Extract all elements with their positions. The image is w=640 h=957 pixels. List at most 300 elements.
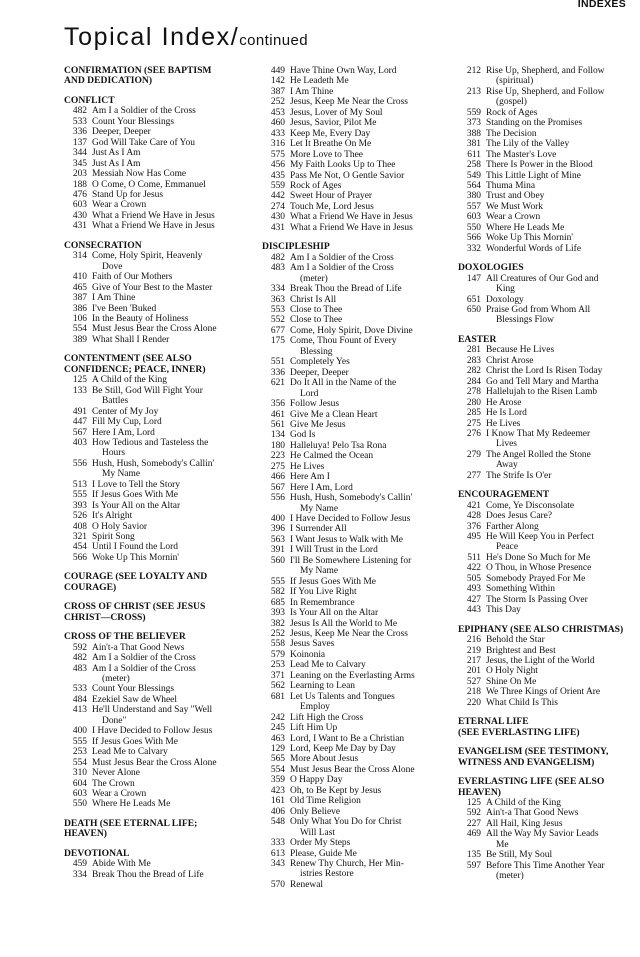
index-entry [458,532,638,542]
hymn-title: Faith of Our Mothers [92,272,173,283]
hymn-number: 592 [72,642,87,653]
hymn-number: 567 [270,482,285,493]
index-entry [458,108,638,118]
hymn-number: 431 [270,222,285,233]
hymn-number: 336 [270,367,285,378]
index-entry [458,181,638,191]
hymn-title: All Creatures of Our God and [486,273,599,284]
hymn-number: 482 [72,653,87,664]
hymn-number: 242 [270,712,285,723]
index-entry [262,483,458,493]
hymn-number [458,284,486,294]
index-entry [458,129,638,139]
index-entry [262,378,458,388]
hymn-number [458,76,486,86]
hymn-number: 201 [466,666,481,677]
hymn-number: 549 [466,170,481,181]
hymn-number: 321 [72,532,87,543]
hymn-title: Do It All in the Name of the [290,378,397,389]
index-entry [458,698,638,708]
hymn-number: 430 [72,210,87,221]
hymn-title: If Jesus Goes With Me [92,490,178,501]
hymn-title: Old Time Religion [290,796,361,807]
index-entry [458,677,638,687]
hymn-title: Be Still, God Will Fight Your [92,385,203,396]
index-entry [262,472,458,482]
hymn-title: Christ Is All [290,294,337,305]
section-heading-line: ENCOURAGEMENT [458,489,550,501]
index-entry [262,212,458,222]
hymn-number: 552 [270,315,285,326]
section-heading-line: HEAVEN) [64,828,108,840]
hymn-number: 334 [270,284,285,295]
hymn-number: 459 [72,859,87,870]
index-entry [64,159,260,169]
index-entry [64,117,260,127]
hymn-number: 460 [270,118,285,129]
hymn-title: Something Within [486,584,555,595]
entry-continuation [64,716,260,726]
hymn-title: Leaning on the Everlasting Arms [290,670,415,681]
hymn-title: Jesus, Savior, Pilot Me [290,118,377,129]
hymn-number: 216 [466,635,481,646]
hymn-number: 555 [72,490,87,501]
index-entry [262,577,458,587]
section-heading [64,96,260,106]
index-entry [262,150,458,160]
hymn-title: We Three Kings of Orient Are [486,687,601,698]
hymn-title: I Am Thine [290,86,334,97]
index-entry [64,272,260,282]
index-entry [262,650,458,660]
index-entry [458,471,638,481]
hymn-title: The Decision [486,128,537,139]
hymn-title: I Love to Tell the Story [92,479,181,490]
hymn-title: I Will Trust in the Lord [290,545,378,556]
hymn-number: 466 [270,472,285,483]
hymn-title: Never Alone [92,768,140,779]
section-heading [64,849,260,859]
hymn-title: I've Been 'Buked [92,303,157,314]
index-section [64,354,260,563]
hymn-title: Where He Leads Me [486,222,565,233]
hymn-title: A Child of the King [92,375,167,386]
hymn-number [262,869,290,879]
hymn-title: If Jesus Goes With Me [290,576,376,587]
index-section [64,602,260,623]
index-entry [262,535,458,545]
hymn-title: My Name [300,566,339,577]
index-section [64,241,260,346]
hymn-title: There Is Power in the Blood [486,160,593,171]
hymn-title: Order My Steps [290,838,351,849]
section-heading-line: WITNESS AND EVANGELISM) [458,756,595,768]
hymn-number: 252 [270,629,285,640]
hymn-number: 511 [467,552,481,563]
section-heading-line: DEATH (SEE ETERNAL LIFE; [64,817,198,829]
hymn-number: 134 [270,430,285,441]
hymn-number: 442 [270,191,285,202]
index-entry [262,692,458,702]
hymn-title: If You Live Right [290,587,357,598]
index-entry [262,462,458,472]
hymn-number: 533 [72,116,87,127]
hymn-title: Go and Tell Mary and Martha [486,376,599,387]
hymn-title: What a Friend We Have in Jesus [92,221,215,232]
hymn-title: (gospel) [496,97,527,108]
hymn-number: 125 [466,798,481,808]
hymn-number: 566 [72,552,87,563]
hymn-title: Where He Leads Me [92,799,171,810]
hymn-number: 428 [466,511,481,522]
index-entry [64,542,260,552]
index-entry [262,253,458,263]
hymn-number: 681 [270,691,285,702]
entry-continuation [262,274,458,284]
index-column-2 [262,66,458,890]
index-entry [64,653,260,663]
index-entry [262,263,458,273]
hymn-number: 413 [72,705,87,716]
section-heading [64,572,260,593]
hymn-number: 461 [270,409,285,420]
hymn-title: Am I a Soldier of the Cross [92,106,196,117]
hymn-title: Rock of Ages [486,107,538,118]
hymn-number: 279 [466,449,481,460]
hymn-title: Rock of Ages [290,180,342,191]
hymn-number: 219 [466,645,481,656]
hymn-number: 533 [72,684,87,695]
hymn-number: 430 [270,212,285,223]
index-entry [262,66,458,76]
hymn-title: Woke Up This Mornin' [486,233,574,244]
hymn-title: Let It Breathe On Me [290,139,372,150]
hymn-title: Follow Jesus [290,399,340,410]
hymn-number: 188 [72,179,87,190]
index-entry [262,191,458,201]
hymn-number: 387 [72,293,87,304]
section-heading-line: EVANGELISM (SEE TESTIMONY, [458,746,609,758]
hymn-title: Am I a Soldier of the Cross [290,252,394,263]
index-section [64,849,260,880]
index-entry [262,181,458,191]
index-entry [458,635,638,645]
entry-continuation [262,828,458,838]
index-entry [458,419,638,429]
hymn-number: 582 [270,587,285,598]
hymn-number: 555 [270,576,285,587]
hymn-title: Must Jesus Bear the Cross Alone [92,757,217,768]
hymn-title: Done" [102,715,127,726]
index-entry [262,118,458,128]
hymn-number [64,674,92,684]
hymn-title: I Surrender All [290,524,347,535]
hymn-number [262,828,290,838]
hymn-title: Does Jesus Care? [486,511,553,522]
index-section [262,66,458,233]
hymn-title: The Lily of the Valley [486,139,570,150]
hymn-title: Here I Am, Lord [290,482,353,493]
hymn-number: 252 [270,97,285,108]
index-entry [64,501,260,511]
entry-continuation [64,396,260,406]
section-heading-line: ETERNAL LIFE [458,716,529,728]
hymn-title: I Have Decided to Follow Jesus [92,726,213,737]
entry-continuation [262,347,458,357]
hymn-number: 566 [466,233,481,244]
hymn-number: 435 [270,170,285,181]
index-entry [458,687,638,697]
hymn-title: Doxology [486,294,524,305]
hymn-title: God Will Take Care of You [92,137,195,148]
hymn-number: 371 [270,670,285,681]
section-heading [64,66,260,87]
hymn-title: In the Beauty of Holiness [92,313,189,324]
hymn-number: 447 [72,417,87,428]
hymn-title: Count Your Blessings [92,684,175,695]
index-entry [458,171,638,181]
index-entry [458,191,638,201]
hymn-title: Praise God from Whom All [486,304,591,315]
page-title [64,25,308,50]
index-entry [262,129,458,139]
hymn-title: Here Am I [290,472,330,483]
hymn-number: 133 [72,385,87,396]
index-entry [64,768,260,778]
hymn-number: 423 [270,785,285,796]
hymn-number: 482 [270,252,285,263]
section-heading [64,819,260,840]
hymn-number [458,871,486,881]
hymn-title: Koinonia [290,649,326,660]
index-entry [262,681,458,691]
section-heading-line: DOXOLOGIES [458,262,524,274]
index-section [458,747,638,768]
hymn-title: Completely Yes [290,357,350,368]
index-entry [458,139,638,149]
index-entry [64,304,260,314]
hymn-title: I'll Be Somewhere Listening for [290,555,412,566]
index-entry [262,619,458,629]
hymn-title: Have Thine Own Way, Lord [290,66,397,76]
hymn-number: 125 [72,375,87,386]
hymn-title: (meter) [300,273,328,284]
section-heading [64,602,260,623]
hymn-number: 677 [270,325,285,336]
hymn-title: This Little Light of Mine [486,170,581,181]
hymn-title: Is Your All on the Altar [290,608,379,619]
index-entry [64,211,260,221]
hymn-title: The Crown [92,778,135,789]
hymn-title: Farther Along [486,521,539,532]
hymn-number: 275 [466,418,481,429]
index-entry [458,408,638,418]
hymn-title: Touch Me, Lord Jesus [290,201,374,212]
hymn-title: He Lives [290,461,325,472]
index-entry [458,819,638,829]
hymn-number: 611 [467,149,481,160]
hymn-title: O Come, O Come, Emmanuel [92,179,206,190]
index-entry [262,817,458,827]
index-entry [262,441,458,451]
hymn-title: Hours [102,448,126,459]
hymn-number: 359 [270,775,285,786]
section-heading [64,354,260,375]
hymn-number: 495 [466,532,481,543]
hymn-number: 560 [270,555,285,566]
section-heading-line: CONSECRATION [64,239,142,251]
index-entry [64,283,260,293]
hymn-title: The Master's Love [486,149,557,160]
hymn-title: Hush, Hush, Somebody's Callin' [290,493,413,504]
hymn-number [262,566,290,576]
index-entry [64,386,260,396]
hymn-number: 613 [270,848,285,859]
hymn-title: Lead Me to Calvary [290,660,366,671]
hymn-number: 604 [72,778,87,789]
hymn-title: Blessings Flow [496,315,554,326]
hymn-title: Spirit Song [92,532,135,543]
hymn-title: More Love to Thee [290,149,363,160]
index-entry [262,202,458,212]
index-entry [262,838,458,848]
index-section [458,490,638,615]
hymn-number: 564 [466,180,481,191]
hymn-number: 483 [270,263,285,274]
hymn-number [458,840,486,850]
hymn-number: 550 [72,799,87,810]
hymn-number: 567 [72,427,87,438]
index-entry [64,789,260,799]
hymn-title: Battles [102,396,129,407]
index-entry [262,713,458,723]
index-entry [262,399,458,409]
hymn-number: 129 [270,744,285,754]
hymn-number: 258 [466,160,481,171]
hymn-title: God Is [290,430,316,441]
index-entry [64,643,260,653]
hymn-number: 561 [270,419,285,430]
hymn-title: Come, Thou Fount of Every [290,336,397,347]
index-entry [262,368,458,378]
hymn-number [64,262,92,272]
hymn-number: 555 [72,736,87,747]
hymn-number: 332 [466,243,481,254]
section-heading [458,625,638,635]
hymn-title: Am I a Soldier of the Cross [92,663,196,674]
section-heading [458,263,638,273]
index-entry [458,850,638,860]
hymn-title: Pass Me Not, O Gentle Savior [290,170,405,181]
entry-continuation [458,460,638,470]
index-entry [458,450,638,460]
index-entry [64,684,260,694]
hymn-title: Come, Ye Disconsolate [486,500,575,511]
hymn-title: Away [496,460,518,471]
index-entry [64,148,260,158]
section-heading [458,490,638,500]
hymn-number: 421 [466,500,481,511]
hymn-number: 245 [270,723,285,734]
index-entry [262,880,458,890]
section-heading-line: CONFIDENCE; PEACE, INNER) [64,363,206,375]
index-entry [64,726,260,736]
index-entry [458,656,638,666]
entry-continuation [458,97,638,107]
hymn-number: 223 [270,451,285,462]
hymn-title: Only Believe [290,806,341,817]
index-entry [64,799,260,809]
index-entry [458,244,638,254]
index-entry [262,97,458,107]
hymn-number: 400 [270,514,285,525]
hymn-number: 386 [72,303,87,314]
hymn-title: Just As I Am [92,158,141,169]
section-heading [262,242,458,252]
hymn-number: 554 [72,324,87,335]
hymn-number: 554 [72,757,87,768]
index-column-3 [458,66,638,882]
hymn-number: 356 [270,399,285,410]
hymn-title: He's Done So Much for Me [486,552,591,563]
index-entry [64,705,260,715]
hymn-title: O Holy Savior [92,521,148,532]
index-entry [64,459,260,469]
hymn-number [262,347,290,357]
index-entry [64,221,260,231]
entry-continuation [64,448,260,458]
hymn-title: Let Us Talents and Tongues [290,691,395,702]
hymn-number: 285 [466,408,481,419]
hymn-title: Is Your All on the Altar [92,500,181,511]
index-entry [458,584,638,594]
index-entry [64,190,260,200]
hymn-number: 685 [270,597,285,608]
hymn-number: 482 [72,106,87,117]
hymn-title: Count Your Blessings [92,116,175,127]
hymn-title: Behold the Star [486,635,545,646]
section-heading-line: HEAVEN) [458,786,502,798]
hymn-title: What a Friend We Have in Jesus [290,212,413,223]
index-entry [64,747,260,757]
hymn-title: Give Me Jesus [290,419,346,430]
hymn-number: 276 [466,428,481,439]
index-entry [64,438,260,448]
hymn-number: 548 [270,817,285,828]
hymn-title: Shine On Me [486,676,537,687]
hymn-title: Jesus Is All the World to Me [290,618,398,629]
index-section [458,263,638,326]
index-entry [64,200,260,210]
hymn-number: 603 [72,200,87,211]
index-section [458,335,638,481]
hymn-title: The Angel Rolled the Stone [486,449,591,460]
hymn-title: Deeper, Deeper [92,127,151,138]
index-entry [64,553,260,563]
hymn-number: 427 [466,594,481,605]
index-entry [262,305,458,315]
index-entry [262,765,458,775]
hymn-title: Stand Up for Jesus [92,189,164,200]
hymn-title: Woke Up This Mornin' [92,552,180,563]
hymn-title: He'll Understand and Say "Well [92,705,213,716]
hymn-number: 344 [72,148,87,159]
hymn-title: Ezekiel Saw de Wheel [92,694,177,705]
index-column-1 [64,66,260,880]
hymn-number [262,504,290,514]
hymn-number: 316 [270,139,285,150]
hymn-title: Be Still, My Soul [486,850,553,861]
